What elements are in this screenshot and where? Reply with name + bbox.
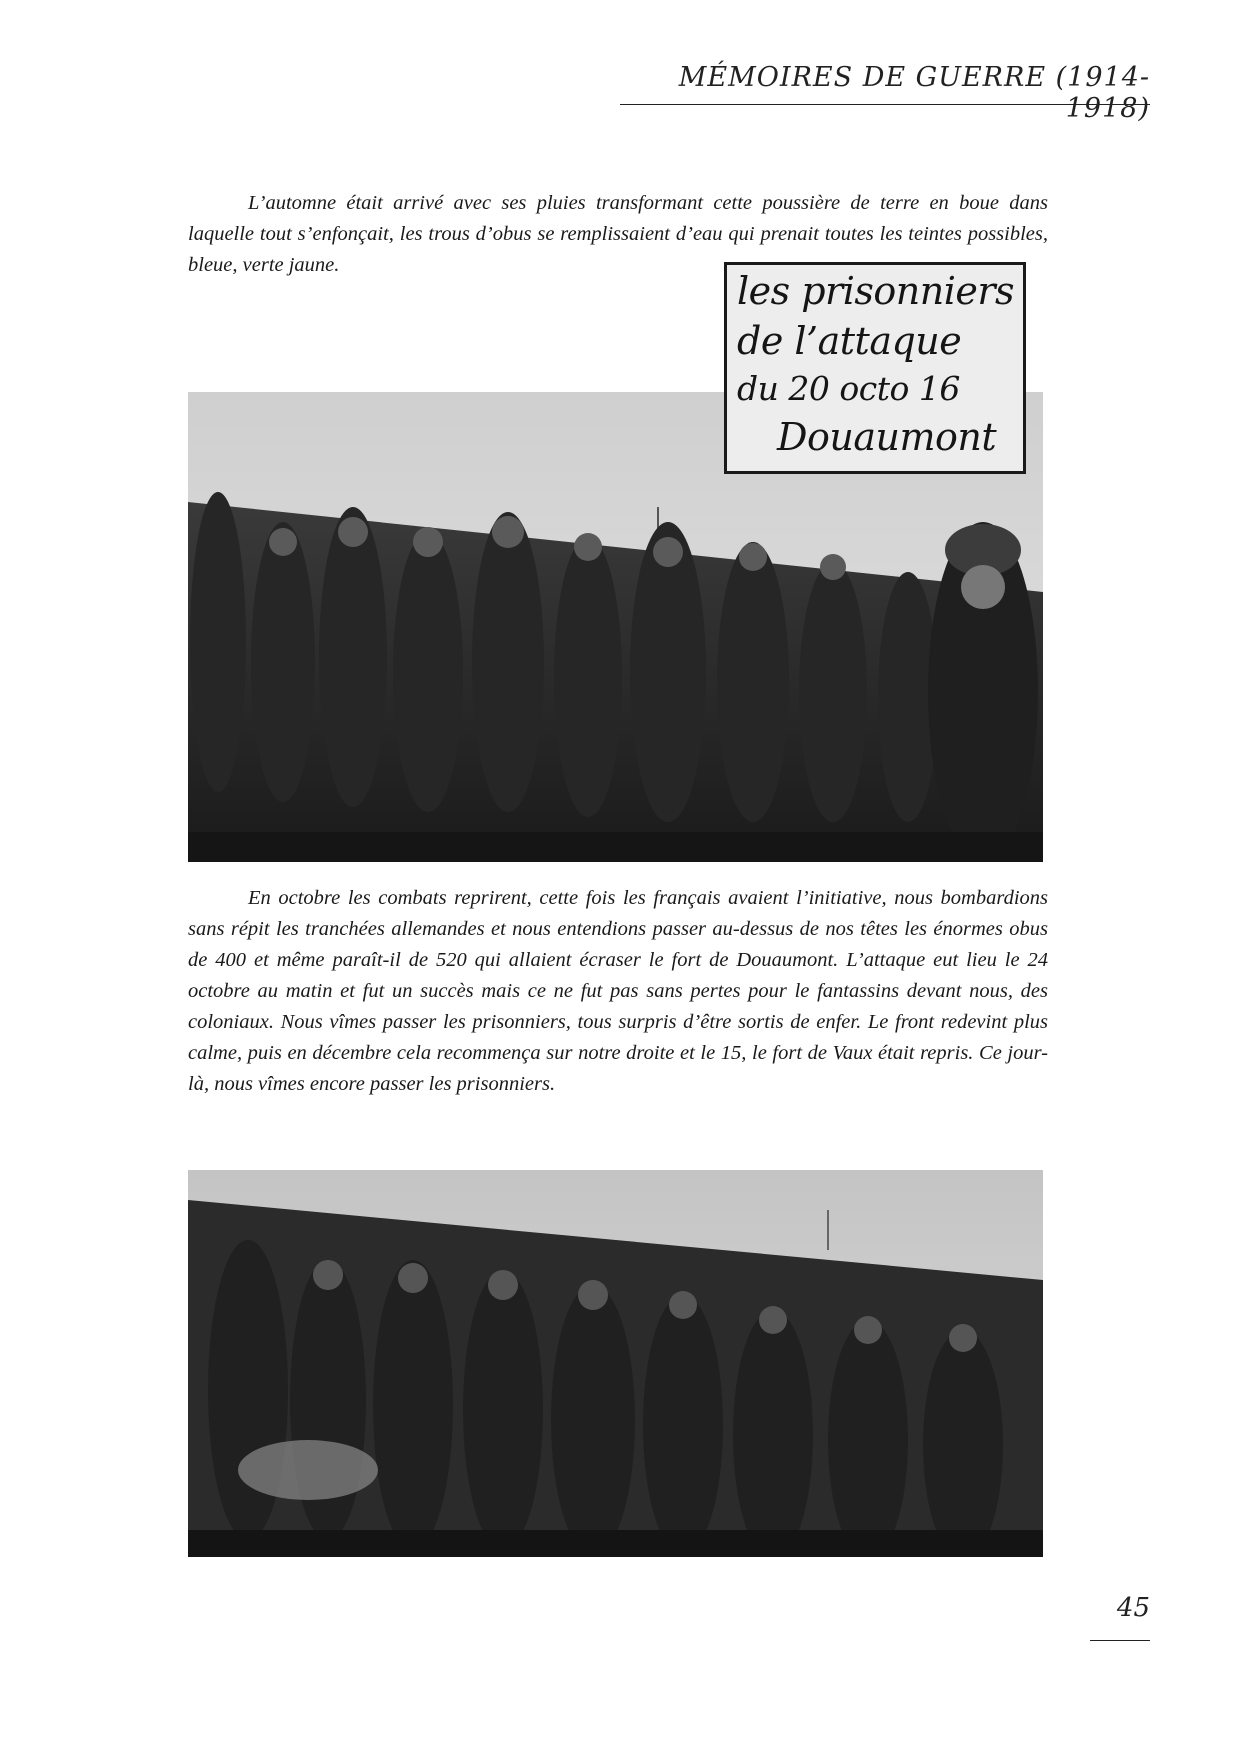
photo-prisoners-2 [188, 1170, 1043, 1557]
footer-rule [1090, 1640, 1150, 1641]
body-paragraph-1: L’automne était arrivé avec ses pluies transformant cette poussière de terre en boue dans laquelle tout s’enfonçait, les trous d’obus se remplissaient d’eau qui prenait toutes les teintes possibles, bleue, verte jaune. [188, 192, 1048, 276]
handwritten-line-4: Douaumont [777, 415, 997, 459]
handwritten-line-3: du 20 octo 16 [737, 369, 960, 408]
handwritten-caption-card [724, 262, 1026, 474]
handwritten-line-1: les prisonniers [737, 269, 1014, 313]
running-head-title: MÉMOIRES DE GUERRE (1914-1918) [678, 62, 1150, 124]
handwritten-line-2: de l’attaque [737, 319, 962, 363]
body-paragraph-2: En octobre les combats reprirent, cette fois les français avaient l’initiative, nous bombardions sans répit les tranchées allemandes et nous entendions passer au-dessus de nos têtes les énormes obus de 400 et même paraît-il de 520 qui allaient écraser le fort de Douaumont. L’attaque eut lieu le 24 octobre au matin et fut un succès mais ce ne fut pas sans pertes pour le fantassins devant nous, des coloniaux. Nous vîmes passer les prisonniers, tous surpris d’être sortis de enfer. Le front redevint plus calme, puis en décembre cela recommença sur notre droite et le 15, le fort de Vaux était repris. Ce jour-là, nous vîmes encore passer les prisonniers. [188, 887, 1048, 1095]
page-number: 45 [1116, 1593, 1150, 1623]
header-rule [620, 104, 1150, 105]
